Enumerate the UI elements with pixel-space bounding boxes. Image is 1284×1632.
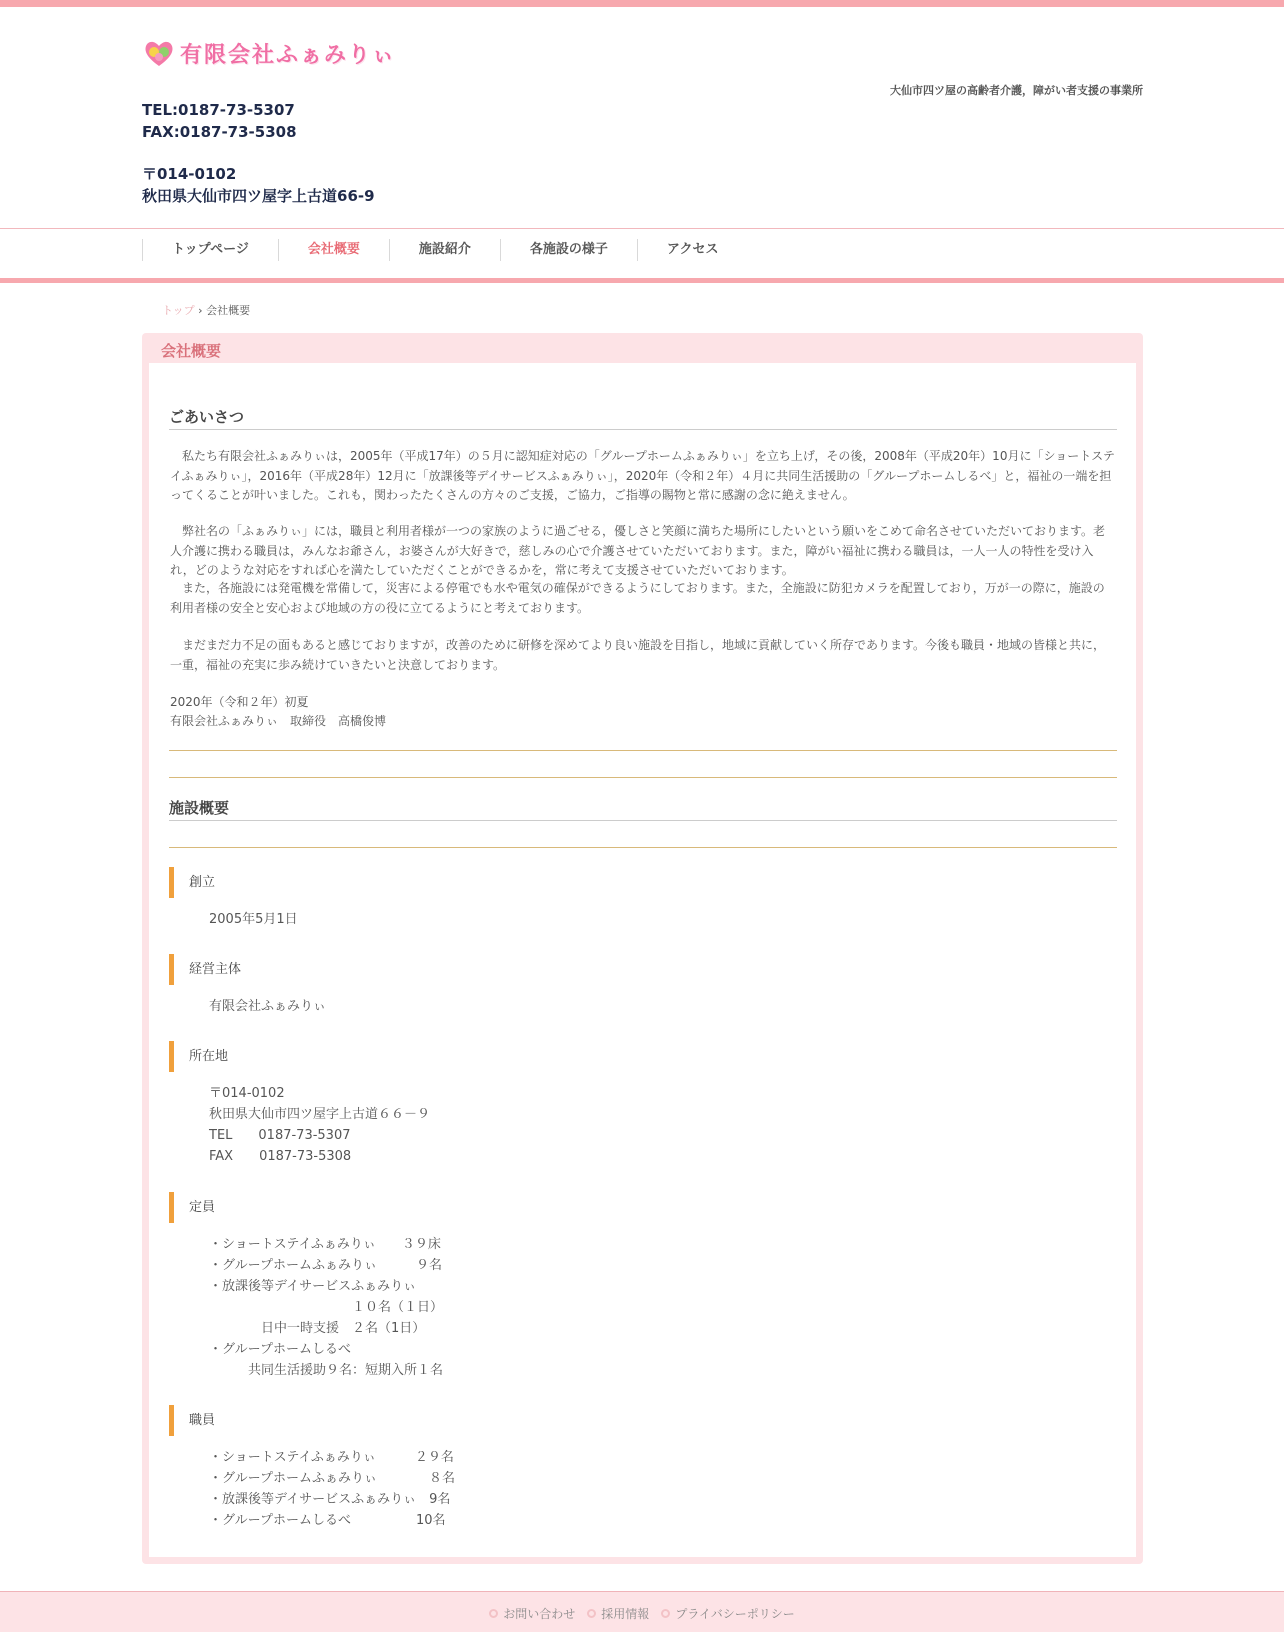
- heart-logo-icon: [142, 37, 176, 69]
- site-header: [0, 7, 1284, 228]
- divider: [169, 777, 1117, 778]
- site-footer: [0, 1591, 1284, 1632]
- breadcrumb-current: 会社概要: [206, 304, 251, 317]
- facility-heading: 施設概要: [169, 797, 1117, 821]
- greeting-date: 2020年（令和２年）初夏: [170, 695, 309, 709]
- breadcrumb-separator: ›: [198, 304, 203, 317]
- bullet-icon: [489, 1609, 498, 1618]
- bullet-icon: [587, 1609, 596, 1618]
- site-logo[interactable]: [142, 33, 396, 73]
- greeting-signature: 有限会社ふぁみりぃ 取締役 高橋俊博: [170, 714, 387, 728]
- item-label-operator: 経営主体: [169, 954, 241, 985]
- logo-text: 有限会社ふぁみりぃ: [180, 42, 397, 68]
- page-title: 会社概要: [161, 342, 222, 360]
- footer-link-privacy[interactable]: プライバシーポリシー: [661, 1605, 794, 1622]
- nav-bottom-bar: [0, 278, 1284, 283]
- nav-item-facility-life[interactable]: 各施設の様子: [500, 239, 637, 261]
- item-label-location: 所在地: [169, 1041, 228, 1072]
- nav-item-company[interactable]: 会社概要: [278, 239, 389, 261]
- postal-code: 〒014-0102: [142, 165, 237, 183]
- item-value-founded: 2005年5月1日: [209, 912, 298, 927]
- item-value-capacity: ・ショートステイふぁみりぃ ３９床 ・グループホームふぁみりぃ ９名 ・放課後等デイサービスふぁみりぃ １０名（１日） 日中一時支援 ２名（1日） ・グループホームしるべ 共同生活援助９名：短期入所１名: [209, 1237, 444, 1378]
- nav-item-top[interactable]: トップページ: [142, 239, 278, 261]
- footer-link-recruit[interactable]: 採用情報: [587, 1605, 649, 1622]
- greeting-paragraph-2: 弊社名の「ふぁみりぃ」には，職員と利用者様が一つの家族のように過ごせる，優しさと笑顔に満ちた場所にしたいという願いをこめて命名させていただいております。老人介護に携わる職員は，みんなお爺さん，お婆さんが大好きで，慈しみの心で介護させていただいております。また，障がい福祉に携わる職員は，一人一人の特性を受け入れ，どのような対応をすれば心を満たしていただくことができるかを，常に考えて支援させていただいております。: [170, 524, 1106, 577]
- site-tagline: 大仙市四ツ屋の高齢者介護，障がい者支援の事業所: [890, 84, 1143, 97]
- breadcrumb-home-link[interactable]: トップ: [162, 304, 195, 317]
- company-overview-panel: [142, 333, 1143, 1564]
- street-address: 秋田県大仙市四ツ屋字上古道66-9: [142, 187, 375, 205]
- item-value-staff: ・ショートステイふぁみりぃ ２９名 ・グループホームふぁみりぃ ８名 ・放課後等デイサービスふぁみりぃ 9名 ・グループホームしるべ 10名: [209, 1450, 455, 1528]
- item-label-founded: 創立: [169, 867, 215, 898]
- divider: [169, 750, 1117, 751]
- greeting-paragraph-3: また，各施設には発電機を常備して，災害による停電でも水や電気の確保ができるようにしております。また，全施設に防犯カメラを配置しており，万が一の際に，施設の利用者様の安全と安心および地域の方の役に立てるようにと考えております。: [170, 581, 1105, 615]
- footer-link-contact[interactable]: お問い合わせ: [489, 1605, 575, 1622]
- fax-number: FAX:0187-73-5308: [142, 123, 297, 141]
- divider: [169, 847, 1117, 848]
- breadcrumb: [162, 302, 250, 318]
- nav-item-access[interactable]: アクセス: [637, 239, 748, 261]
- bullet-icon: [661, 1609, 670, 1618]
- item-label-capacity: 定員: [169, 1192, 215, 1223]
- greeting-paragraph-4: まだまだ力不足の面もあると感じておりますが，改善のために研修を深めてより良い施設を目指し，地域に貢献していく所存であります。今後も職員・地域の皆様と共に，一重，福祉の充実に歩み続けていきたいと決意しております。: [170, 638, 1106, 672]
- panel-body: [149, 363, 1136, 1557]
- global-nav: [0, 228, 1284, 282]
- nav-item-facilities[interactable]: 施設紹介: [389, 239, 500, 261]
- greeting-paragraph-1: 私たち有限会社ふぁみりぃは，2005年（平成17年）の５月に認知症対応の「グループホームふぁみりぃ」を立ち上げ，その後，2008年（平成20年）10月に「ショートステイふぁみりぃ」，2016年（平成28年）12月に「放課後等デイサービスふぁみりぃ」，2020年（令和２年）４月に共同生活援助の「グループホームしるべ」と，福祉の一端を担ってくることが叶いました。これも，関わったたくさんの方々のご支援，ご協力，ご指導の賜物と常に感謝の念に絶えません。: [170, 449, 1115, 502]
- item-value-location: 〒014-0102 秋田県大仙市四ツ屋字上古道６６－９ TEL 0187-73-5307 FAX 0187-73-5308: [209, 1086, 431, 1164]
- tel-number: TEL:0187-73-5307: [142, 101, 295, 119]
- item-value-operator: 有限会社ふぁみりぃ: [209, 999, 327, 1014]
- top-accent-bar: [0, 0, 1284, 7]
- contact-info: [142, 99, 375, 207]
- greeting-heading: ごあいさつ: [169, 406, 1117, 430]
- item-label-staff: 職員: [169, 1405, 215, 1436]
